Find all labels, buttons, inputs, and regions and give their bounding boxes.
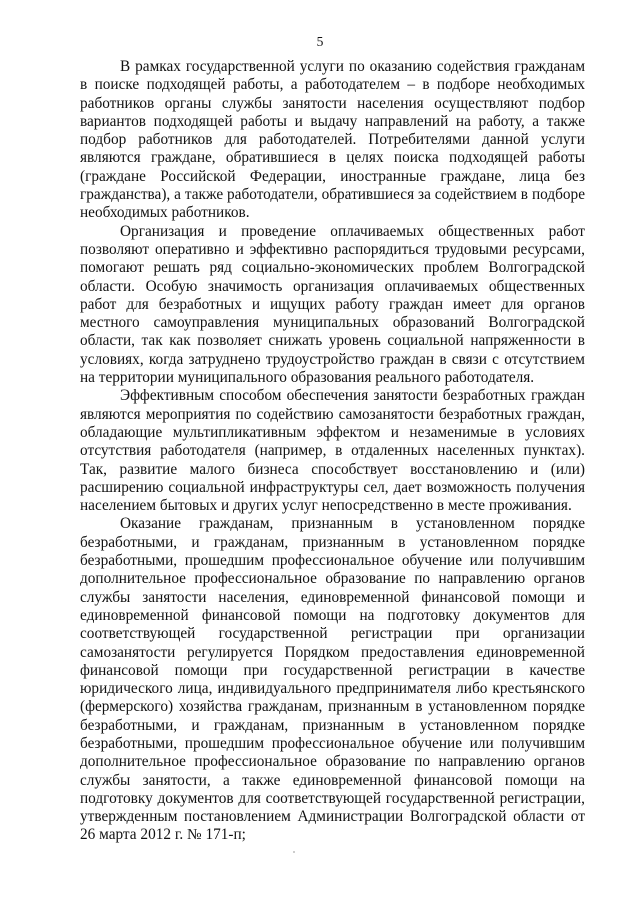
paragraph-job-search-assistance: В рамках государственной услуги по оказанию содействия гражданам в поиске подходящей работы, а работодателем – в подборе необходимых работников органы службы занятости населения осуществляют подбор вариантов подходящей работы и выдачу направлений на работу, а также подбор работников для работодателей. Потребителями данной услуги являются граждане, обратившиеся в целях поиска подходящей работы (граждане Российской Федерации, иностранные граждане, лица без гражданства), а также работодатели, обратившиеся за содействием в подборе необходимых работников. (80, 58, 585, 222)
paragraph-self-employment: Эффективным способом обеспечения занятости безработных граждан являются мероприятия по содействию самозанятости безработных граждан, обладающие мультипликативным эффектом и незаменимые в условиях отсутствия работодателя (например, в отдаленных населенных пунктах). Так, развитие малого бизнеса способствует восстановлению и (или) расширению социальной инфраструктуры сел, дает возможность получения населением бытовых и других услуг непосредственно в месте проживания. (80, 387, 585, 515)
document-body (80, 58, 585, 845)
scan-speck (293, 851, 295, 853)
paragraph-public-works: Организация и проведение оплачиваемых общественных работ позволяют оперативно и эффективно распорядиться трудовыми ресурсами, помогают решать ряд социально-экономических проблем Волгоградской области. Особую значимость организация оплачиваемых общественных работ для безработных и ищущих работу граждан имеет для органов местного самоуправления муниципальных образований Волгоградской области, так как позволяет снижать уровень социальной напряженности в условиях, когда затруднено трудоустройство граждан в связи с отсутствием на территории муниципального образования реального работодателя. (80, 222, 585, 387)
page-number: 5 (316, 34, 324, 49)
paragraph-financial-assistance: Оказание гражданам, признанным в установленном порядке безработными, и гражданам, признанным в установленном порядке безработными, прошедшим профессиональное обучение или получившим дополнительное профессиональное образование по направлению органов службы занятости населения, единовременной финансовой помощи и единовременной финансовой помощи на подготовку документов для соответствующей государственной регистрации при организации самозанятости регулируется Порядком предоставления единовременной финансовой помощи при государственной регистрации в качестве юридического лица, индивидуального предпринимателя либо крестьянского (фермерского) хозяйства гражданам, признанным в установленном порядке безработными, и гражданам, признанным в установленном порядке безработными, прошедшим профессиональное обучение или получившим дополнительное профессиональное образование по направлению органов службы занятости, а также единовременной финансовой помощи на подготовку документов для соответствующей государственной регистрации, утвержденным постановлением Администрации Волгоградской области от 26 марта 2012 г. № 171-п; (80, 515, 585, 844)
